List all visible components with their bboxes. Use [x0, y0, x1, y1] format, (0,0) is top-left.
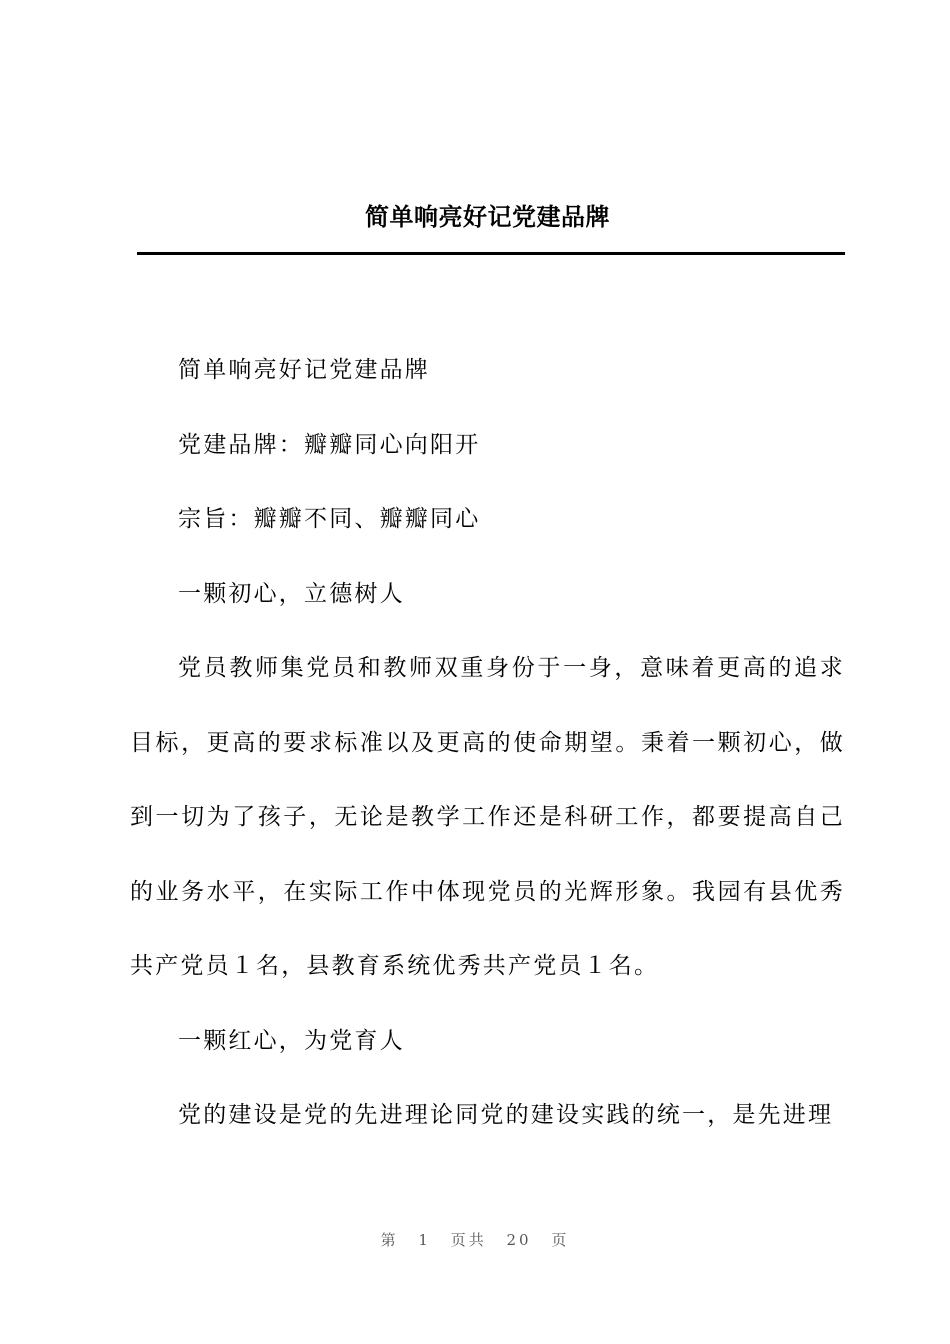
title-divider: [137, 252, 845, 255]
page-footer: [0, 1229, 950, 1250]
paragraph: 一颗初心，立德树人: [178, 580, 405, 607]
paragraph: 宗旨：瓣瓣不同、瓣瓣同心: [178, 506, 481, 532]
footer-label-page: 第: [380, 1231, 399, 1249]
document-title: 简单响亮好记党建品牌: [365, 203, 610, 231]
paragraph: 一颗红心，为党育人: [178, 1027, 405, 1054]
document-body: [130, 333, 845, 1153]
paragraph: 党的建设是党的先进理论同党的建设实践的统一，是先进理: [178, 1102, 834, 1128]
footer-label-of: 页共: [450, 1231, 487, 1249]
paragraph: 简单响亮好记党建品牌: [178, 357, 430, 383]
footer-current-page: 1: [418, 1231, 431, 1249]
paragraph: 党员教师集党员和教师双重身份于一身，意味着更高的追求目标，更高的要求标准以及更高的使命期望。秉着一颗初心，做到一切为了孩子，无论是教学工作还是科研工作，都要提高自己的业务水平，在实际工作中体现党员的光辉形象。我园有县优秀共产党员１名，县教育系统优秀共产党员１名。: [130, 655, 845, 979]
footer-total-pages: 20: [506, 1231, 532, 1249]
paragraph: 党建品牌：瓣瓣同心向阳开: [178, 431, 481, 458]
footer-label-pages: 页: [551, 1231, 570, 1249]
